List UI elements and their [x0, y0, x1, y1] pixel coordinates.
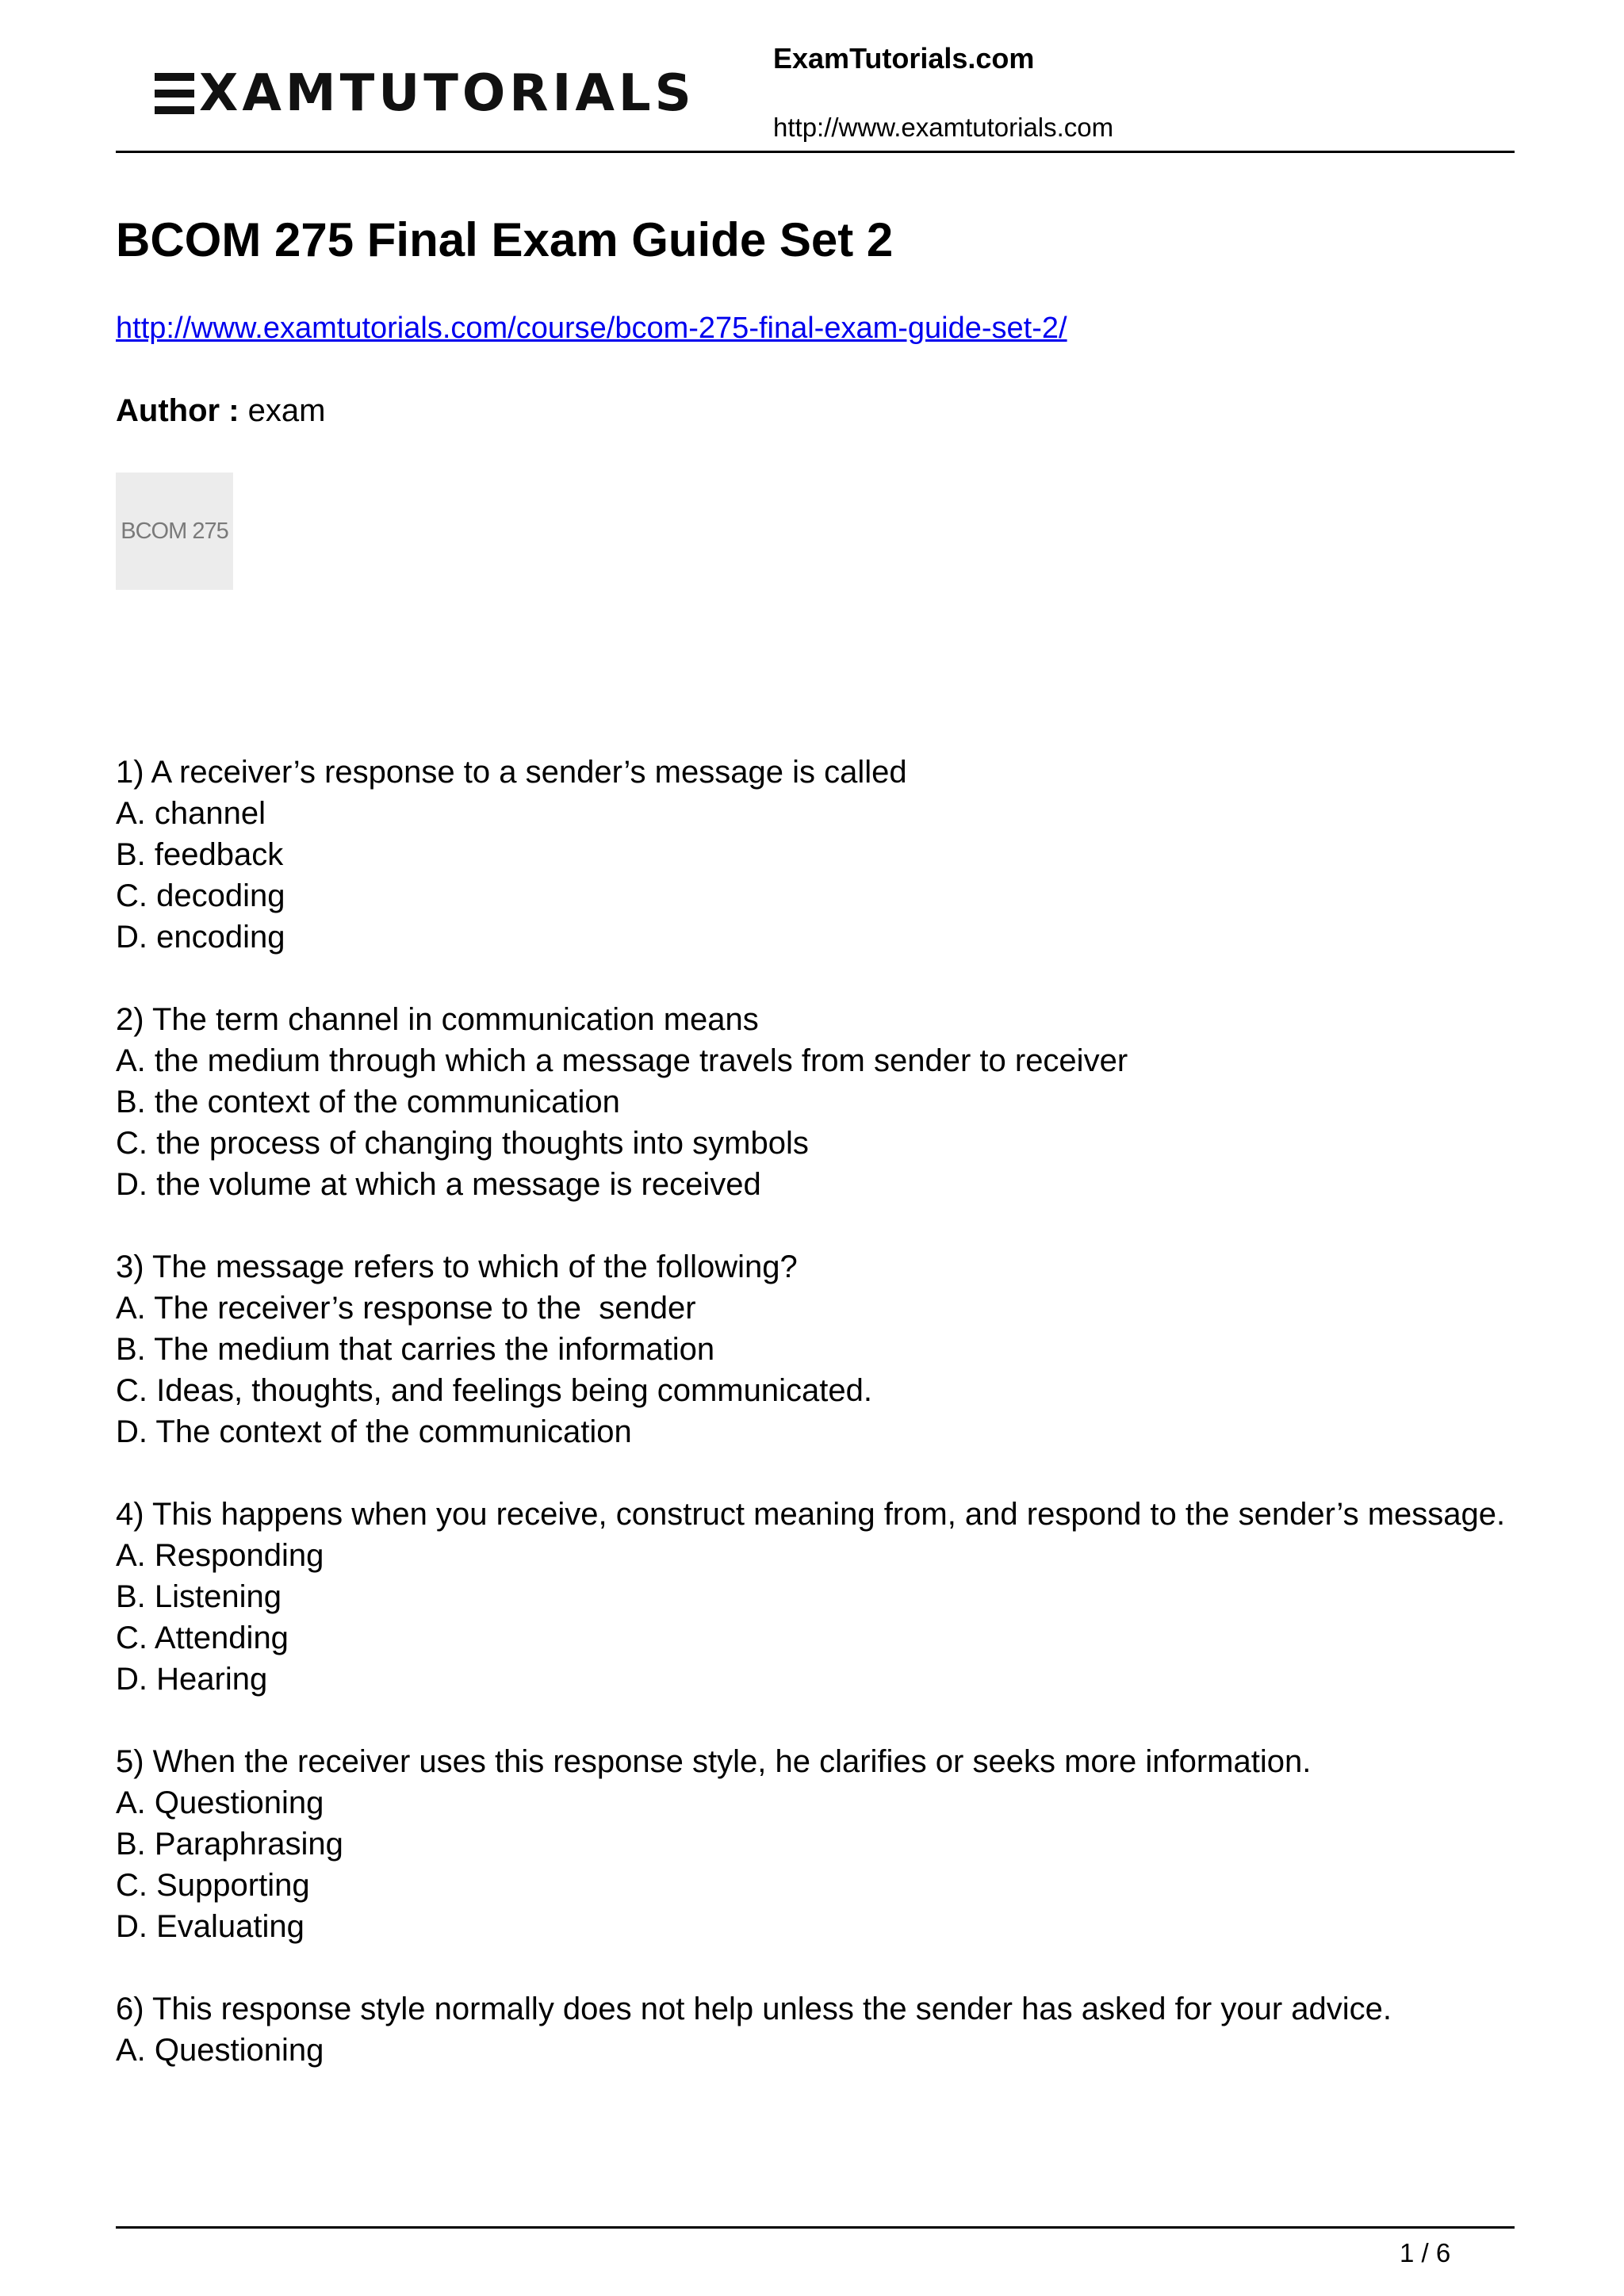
site-name: ExamTutorials.com — [773, 42, 1035, 75]
answer-option: C. decoding — [116, 878, 285, 913]
site-url: http://www.examtutorials.com — [773, 113, 1114, 142]
question-block — [116, 752, 1515, 958]
question-block — [116, 1741, 1515, 1947]
question-block — [116, 999, 1515, 1205]
header-divider — [116, 151, 1515, 153]
answer-option: A. Questioning — [116, 2033, 324, 2068]
answer-option: C. Ideas, thoughts, and feelings being communicated. — [116, 1373, 872, 1408]
answer-option: D. the volume at which a message is received — [116, 1167, 761, 1202]
course-thumbnail — [116, 473, 233, 590]
answer-option: B. Paraphrasing — [116, 1827, 343, 1862]
answer-option: C. Attending — [116, 1621, 289, 1655]
footer-divider — [116, 2226, 1515, 2229]
logo-e-icon — [155, 73, 194, 114]
author-line — [116, 392, 325, 430]
answer-option: B. Listening — [116, 1579, 282, 1614]
answer-option: D. Evaluating — [116, 1909, 304, 1944]
page-number: 1 / 6 — [1400, 2238, 1451, 2267]
question-text: 1) A receiver’s response to a sender’s message is called — [116, 755, 907, 790]
question-block — [116, 1246, 1515, 1452]
answer-option: A. the medium through which a message travels from sender to receiver — [116, 1043, 1128, 1078]
question-text: 3) The message refers to which of the following? — [116, 1249, 798, 1284]
answer-option: A. Responding — [116, 1538, 324, 1573]
question-text: 6) This response style normally does not help unless the sender has asked for your advice. — [116, 1992, 1392, 2026]
thumbnail-text: BCOM 275 — [121, 518, 228, 544]
question-block — [116, 1988, 1515, 2071]
author-label: Author : — [116, 393, 239, 428]
answer-option: D. The context of the communication — [116, 1414, 632, 1449]
site-logo — [155, 64, 695, 123]
answer-option: B. the context of the communication — [116, 1085, 620, 1119]
author-value: exam — [247, 393, 326, 428]
answer-option: B. The medium that carries the information — [116, 1332, 715, 1367]
question-list — [116, 752, 1515, 2112]
answer-option: C. Supporting — [116, 1868, 310, 1903]
question-text: 2) The term channel in communication means — [116, 1002, 759, 1037]
question-text: 4) This happens when you receive, construct meaning from, and respond to the sender’s message. — [116, 1497, 1506, 1532]
logo-text: XAMTUTORIALS — [199, 64, 695, 123]
page-title: BCOM 275 Final Exam Guide Set 2 — [116, 213, 894, 266]
answer-option: A. The receiver’s response to the sender — [116, 1291, 696, 1326]
answer-option: C. the process of changing thoughts into symbols — [116, 1126, 809, 1161]
answer-option: A. Questioning — [116, 1785, 324, 1820]
answer-option: B. feedback — [116, 837, 284, 872]
answer-option: D. encoding — [116, 920, 285, 955]
question-text: 5) When the receiver uses this response style, he clarifies or seeks more information. — [116, 1744, 1312, 1779]
answer-option: D. Hearing — [116, 1662, 268, 1697]
question-block — [116, 1494, 1515, 1700]
answer-option: A. channel — [116, 796, 266, 831]
course-link[interactable]: http://www.examtutorials.com/course/bcom-275-final-exam-guide-set-2/ — [116, 312, 1067, 345]
